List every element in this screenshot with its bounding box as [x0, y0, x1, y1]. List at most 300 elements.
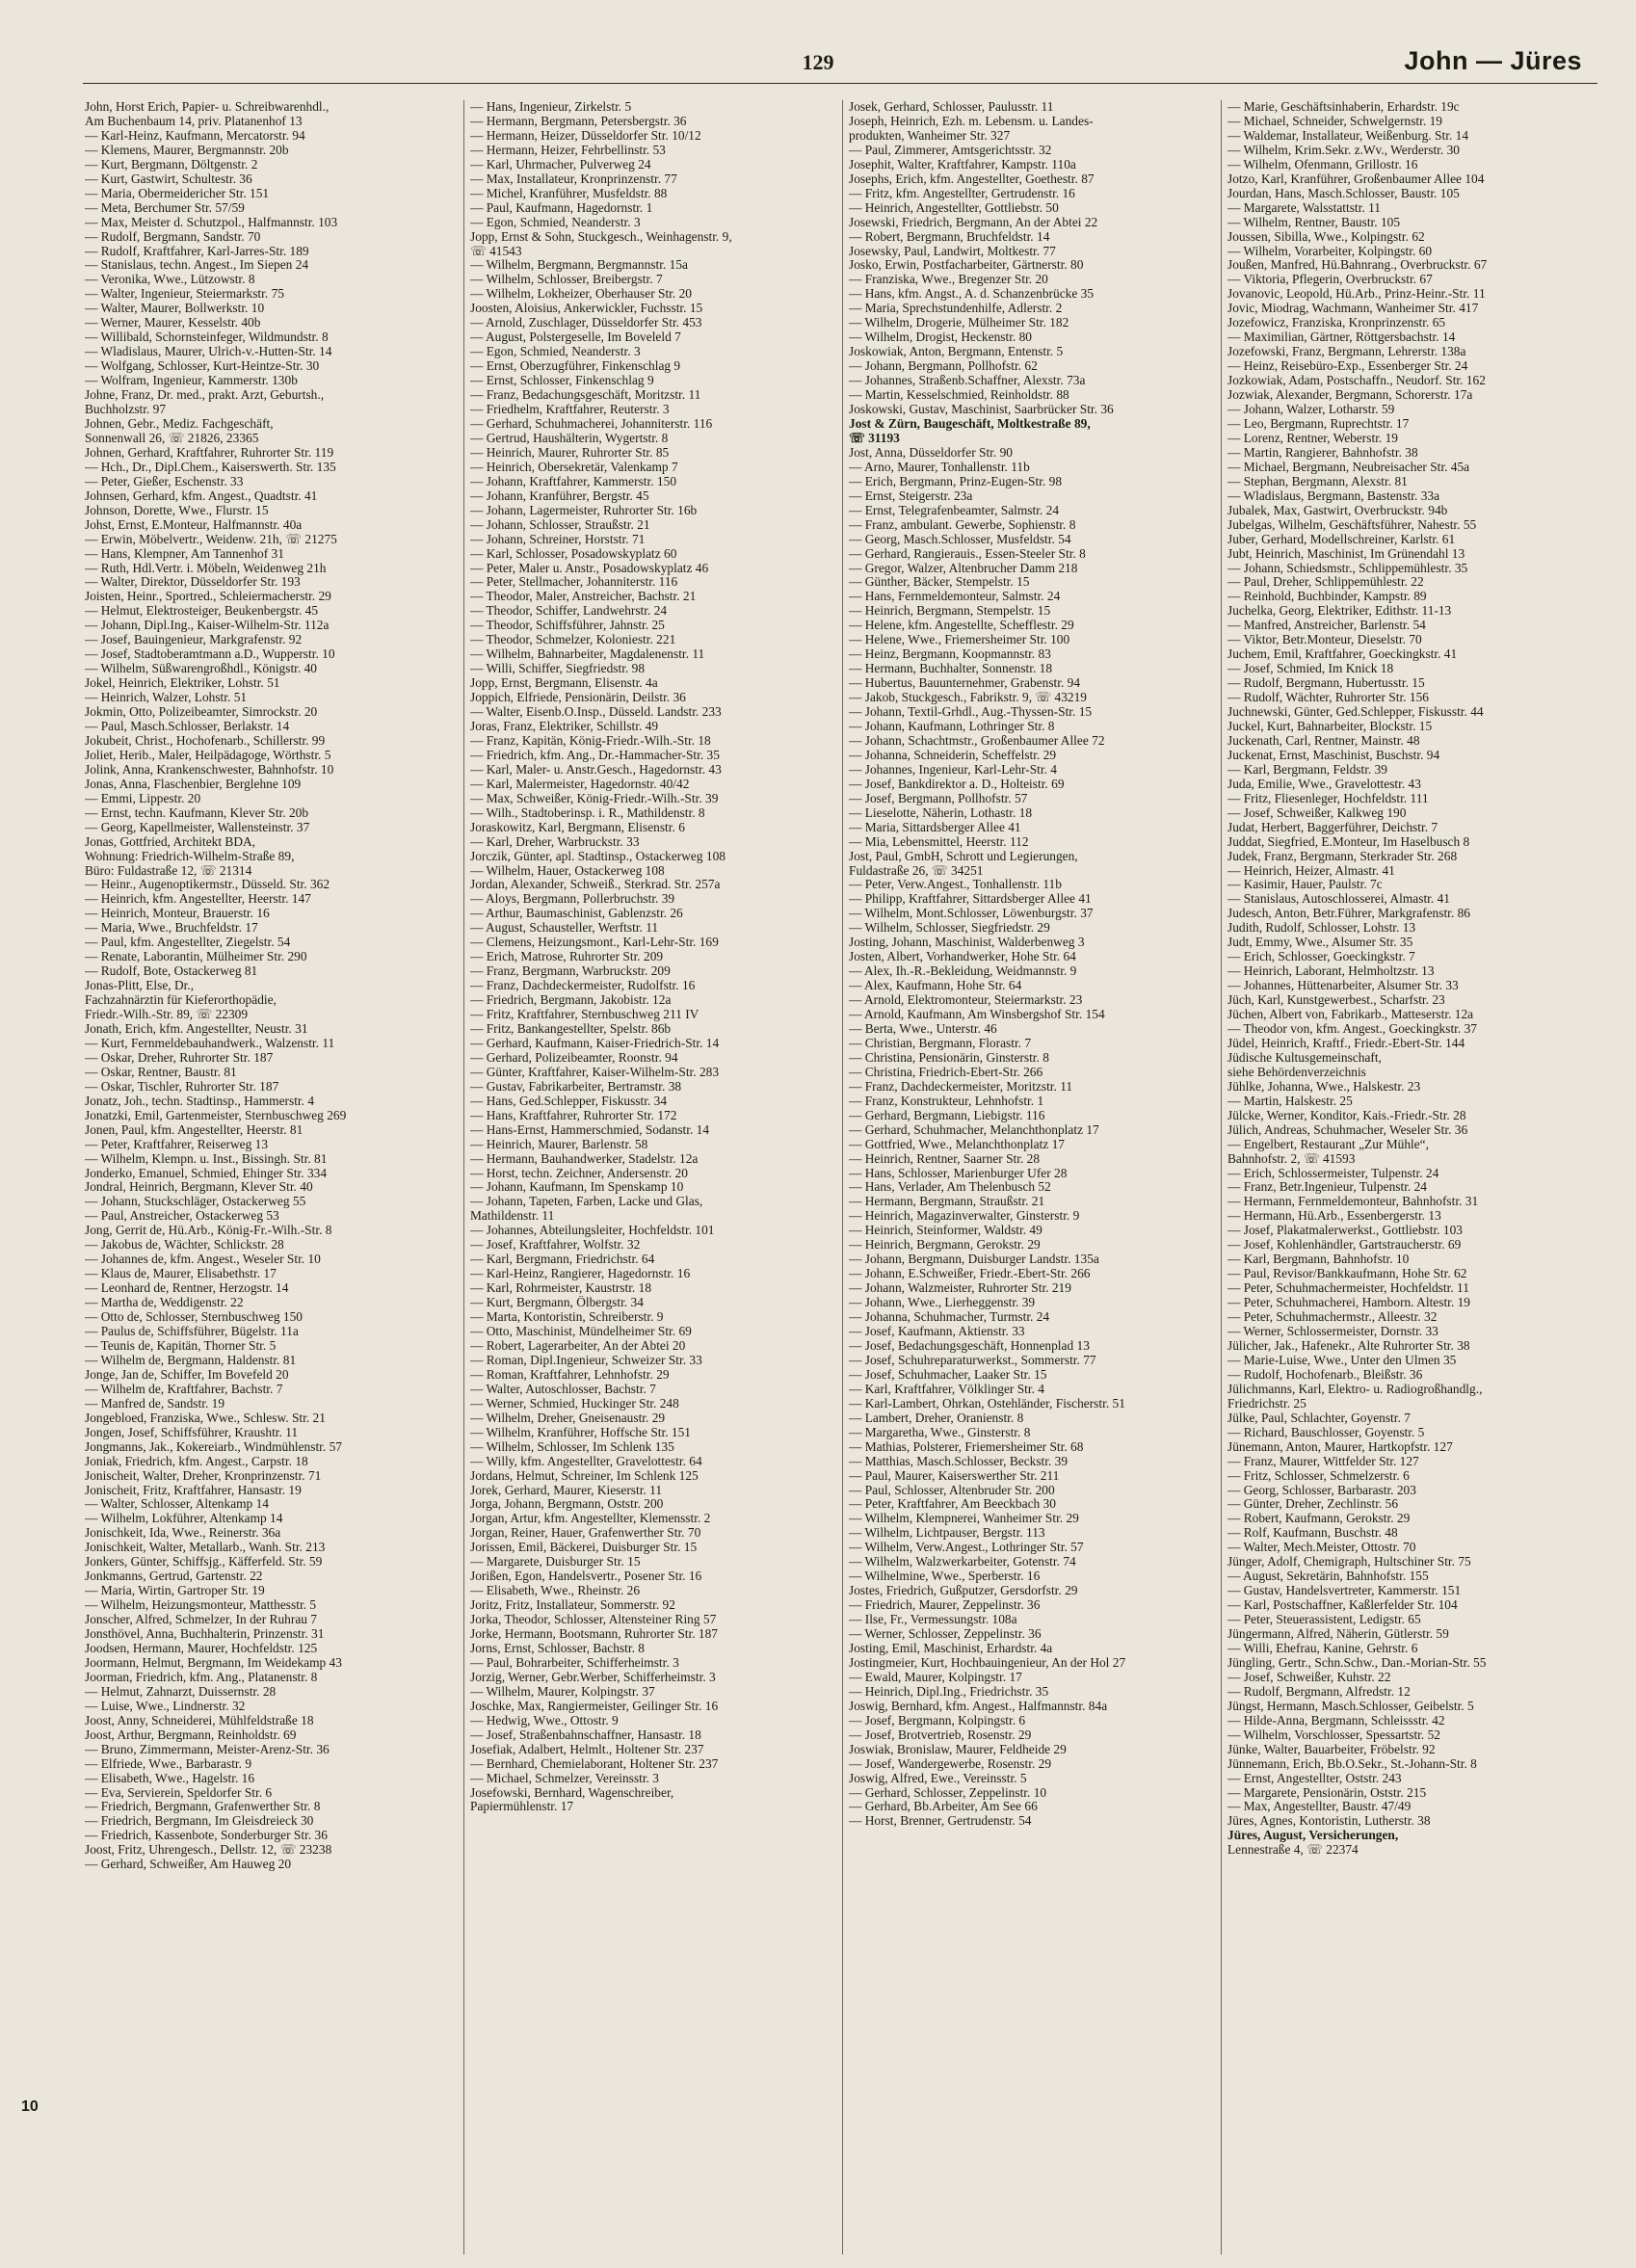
directory-entry: — August, Polstergeselle, Im Boveleld 7	[470, 330, 681, 345]
directory-entry: Jozefowicz, Franziska, Kronprinzenstr. 65	[1227, 316, 1446, 330]
directory-entry: — Heinrich, Dipl.Ing., Friedrichstr. 35	[849, 1684, 1049, 1699]
directory-entry: Johnen, Gerhard, Kraftfahrer, Ruhrorter Str. 119	[85, 445, 334, 460]
directory-entry: Jülke, Paul, Schlachter, Goyenstr. 7	[1227, 1411, 1411, 1425]
directory-entry: — Martin, Halskestr. 25	[1227, 1094, 1353, 1108]
directory-entry: — Ernst, Schlosser, Finkenschlag 9	[470, 374, 654, 388]
directory-entry: Jubalek, Max, Gastwirt, Overbruckstr. 94b	[1227, 503, 1448, 517]
directory-entry: — Walter, Eisenb.O.Insp., Düsseld. Landstr. 233	[470, 705, 722, 720]
directory-entry: — Helene, kfm. Angestellte, Schefflestr. 29	[849, 619, 1074, 633]
directory-entry: — Reinhold, Buchbinder, Kampstr. 89	[1227, 590, 1427, 604]
directory-entry: Jongebloed, Franziska, Wwe., Schlesw. Str. 21	[85, 1411, 326, 1425]
directory-entry: — Peter, Steuerassistent, Ledigstr. 65	[1227, 1613, 1421, 1627]
directory-entry: — Rudolf, Wächter, Ruhrorter Str. 156	[1227, 691, 1429, 705]
directory-entry: — Kurt, Gastwirt, Schultestr. 36	[85, 171, 252, 186]
directory-entry: Jorzig, Werner, Gebr.Werber, Schifferheimstr. 3	[470, 1670, 716, 1684]
directory-entry: Joost, Arthur, Bergmann, Reinholdstr. 69	[85, 1727, 297, 1742]
directory-entry: — Christina, Friedrich-Ebert-Str. 266	[849, 1065, 1043, 1079]
directory-entry: Judek, Franz, Bergmann, Sterkrader Str. 268	[1227, 849, 1458, 863]
directory-columns	[85, 100, 1599, 2255]
directory-entry: Jüres, Agnes, Kontoristin, Lutherstr. 38	[1227, 1814, 1431, 1829]
directory-entry: — August, Schausteller, Werftstr. 11	[470, 921, 659, 936]
directory-entry: — Johann, Schlosser, Straußstr. 21	[470, 517, 650, 532]
directory-entry: — Aloys, Bergmann, Pollerbruchstr. 39	[470, 892, 675, 907]
directory-entry: Josewski, Friedrich, Bergmann, An der Abtei 22	[849, 215, 1098, 229]
directory-entry: Jonischkeit, Ida, Wwe., Reinerstr. 36a	[85, 1526, 281, 1541]
directory-entry: Josko, Erwin, Postfacharbeiter, Gärtnerstr. 80	[849, 258, 1084, 273]
directory-entry: — Hans, Ingenieur, Zirkelstr. 5	[470, 100, 632, 114]
directory-entry: — Martin, Kesselschmied, Reinholdstr. 88	[849, 388, 1069, 403]
directory-entry: Jubt, Heinrich, Maschinist, Im Grünendahl 13	[1227, 546, 1465, 561]
directory-entry: — Gustav, Fabrikarbeiter, Bertramstr. 38	[470, 1079, 682, 1094]
directory-entry: Mathildenstr. 11	[470, 1209, 555, 1224]
directory-entry: — Johannes, Ingenieur, Karl-Lehr-Str. 4	[849, 762, 1057, 777]
directory-entry: — Hans, Ged.Schlepper, Fiskusstr. 34	[470, 1094, 668, 1108]
directory-entry: — Arnold, Zuschlager, Düsseldorfer Str. 453	[470, 316, 702, 330]
directory-entry: Jorns, Ernst, Schlosser, Bachstr. 8	[470, 1641, 645, 1655]
directory-entry: Jorissen, Emil, Bäckerei, Duisburger Str. 15	[470, 1541, 698, 1555]
directory-entry: Jovanovic, Leopold, Hü.Arb., Prinz-Heinr.-Str. 11	[1227, 287, 1486, 302]
directory-entry: — Hans-Ernst, Hammerschmied, Sodanstr. 14	[470, 1122, 710, 1137]
directory-entry: siehe Behördenverzeichnis	[1227, 1065, 1366, 1079]
directory-entry: — Helene, Wwe., Friemersheimer Str. 100	[849, 633, 1070, 647]
directory-entry: Jonath, Erich, kfm. Angestellter, Neustr. 31	[85, 1022, 308, 1036]
directory-entry: Juddat, Siegfried, E.Monteur, Im Haselbusch 8	[1227, 834, 1470, 849]
directory-entry: Joussen, Sibilla, Wwe., Kolpingstr. 62	[1227, 229, 1425, 244]
directory-entry: — Kurt, Bergmann, Ölbergstr. 34	[470, 1296, 644, 1310]
directory-entry: — Karl, Postschaffner, Kaßlerfelder Str. 104	[1227, 1598, 1458, 1613]
directory-entry: Jorczik, Günter, apl. Stadtinsp., Ostackerweg 108	[470, 849, 726, 863]
directory-entry: — Leo, Bergmann, Ruprechtstr. 17	[1227, 416, 1410, 431]
directory-entry: Josephs, Erich, kfm. Angestellter, Goethestr. 87	[849, 171, 1095, 186]
directory-entry: Jülich, Andreas, Schuhmacher, Weseler Str. 36	[1227, 1122, 1468, 1137]
directory-entry: — Heinrich, Heizer, Almastr. 41	[1227, 863, 1395, 878]
header-rule	[83, 83, 1597, 84]
directory-entry: Jongen, Josef, Schiffsführer, Kraushtr. 11	[85, 1425, 299, 1439]
directory-entry: Jopp, Ernst & Sohn, Stuckgesch., Weinhagenstr. 9,	[470, 229, 732, 244]
directory-entry: Jokubeit, Christ., Hochofenarb., Schillerstr. 99	[85, 733, 326, 748]
directory-entry: — Heinrich, Obersekretär, Valenkamp 7	[470, 460, 678, 474]
directory-entry: Sonnenwall 26, ☏ 21826, 23365	[85, 431, 259, 445]
directory-entry: — Wilhelm de, Kraftfahrer, Bachstr. 7	[85, 1382, 283, 1396]
directory-entry: Joost, Anny, Schneiderei, Mühlfeldstraße 18	[85, 1713, 314, 1727]
directory-entry: — Johannes de, kfm. Angest., Weseler Str. 10	[85, 1253, 321, 1267]
directory-entry: — Georg, Kapellmeister, Wallensteinstr. 37	[85, 820, 310, 834]
directory-entry: Jülichmanns, Karl, Elektro- u. Radiogroßhandlg.,	[1227, 1382, 1483, 1396]
directory-entry: — Bernhard, Chemielaborant, Holtener Str. 237	[470, 1756, 719, 1771]
directory-entry: Johnsen, Gerhard, kfm. Angest., Quadtstr. 41	[85, 488, 318, 503]
directory-entry: — Michael, Schmelzer, Vereinsstr. 3	[470, 1771, 659, 1785]
directory-entry: — Hans, kfm. Angst., A. d. Schanzenbrücke 35	[849, 287, 1095, 302]
directory-entry: — Hermann, Heizer, Fehrbellinstr. 53	[470, 143, 666, 157]
directory-entry: — Gerhard, Schweißer, Am Hauweg 20	[85, 1858, 292, 1872]
directory-entry: — Karl, Kraftfahrer, Völklinger Str. 4	[849, 1382, 1044, 1396]
directory-entry: — Wilhelm, Schlosser, Siegfriedstr. 29	[849, 921, 1050, 936]
directory-entry: — Heinrich, Maurer, Ruhrorter Str. 85	[470, 445, 670, 460]
directory-entry: — Meta, Berchumer Str. 57/59	[85, 200, 245, 215]
directory-entry: — Martha de, Weddigenstr. 22	[85, 1296, 244, 1310]
directory-entry: — Jakob, Stuckgesch., Fabrikstr. 9, ☏ 43219	[849, 691, 1087, 705]
directory-entry: — Werner, Schlosser, Zeppelinstr. 36	[849, 1627, 1042, 1642]
directory-entry: — Klaus de, Maurer, Elisabethstr. 17	[85, 1267, 277, 1281]
directory-entry: Jondral, Heinrich, Bergmann, Klever Str. 40	[85, 1180, 313, 1195]
directory-entry: Jonsthövel, Anna, Buchhalterin, Prinzenstr. 31	[85, 1627, 325, 1642]
directory-entry: — Fritz, Kraftfahrer, Sternbuschweg 211 IV	[470, 1008, 699, 1022]
directory-entry: — Margarete, Duisburger Str. 15	[470, 1555, 641, 1569]
directory-entry: — Max, Schweißer, König-Friedr.-Wilh.-Str. 39	[470, 791, 719, 805]
directory-entry: — August, Sekretärin, Bahnhofstr. 155	[1227, 1569, 1429, 1584]
directory-entry: — Max, Angestellter, Baustr. 47/49	[1227, 1800, 1412, 1814]
directory-entry: — Theodor von, kfm. Angest., Goeckingkstr. 37	[1227, 1022, 1477, 1036]
directory-entry: Jonas, Gottfried, Architekt BDA,	[85, 834, 256, 849]
directory-entry: — Heinrich, Laborant, Helmholtzstr. 13	[1227, 964, 1435, 979]
directory-entry: Jüdel, Heinrich, Kraftf., Friedr.-Ebert-Str. 144	[1227, 1036, 1465, 1050]
directory-entry: Fachzahnärztin für Kieferorthopädie,	[85, 993, 277, 1008]
directory-entry: — Rudolf, Bote, Ostackerweg 81	[85, 964, 258, 979]
directory-entry: — Josef, Schweißer, Kalkweg 190	[1227, 805, 1407, 820]
directory-entry: — Robert, Bergmann, Bruchfeldstr. 14	[849, 229, 1050, 244]
directory-entry: — Alex, Kaufmann, Hohe Str. 64	[849, 979, 1022, 993]
directory-entry: Jünke, Walter, Bauarbeiter, Fröbelstr. 92	[1227, 1742, 1436, 1756]
directory-entry: — Gertrud, Haushälterin, Wygertstr. 8	[470, 431, 669, 445]
directory-entry: — Oskar, Tischler, Ruhrorter Str. 187	[85, 1079, 279, 1094]
directory-entry: — Richard, Bauschlosser, Goyenstr. 5	[1227, 1425, 1425, 1439]
directory-entry: — Christina, Pensionärin, Ginsterstr. 8	[849, 1050, 1049, 1065]
directory-entry: — Michel, Kranführer, Musfeldstr. 88	[470, 186, 668, 200]
directory-entry: — Karl, Uhrmacher, Pulverweg 24	[470, 157, 651, 171]
directory-entry: — Willi, Schiffer, Siegfriedstr. 98	[470, 662, 646, 676]
directory-entry: — Marta, Kontoristin, Schreiberstr. 9	[470, 1310, 664, 1325]
directory-entry: Jonatz, Joh., techn. Stadtinsp., Hammerstr. 4	[85, 1094, 315, 1108]
directory-entry: — Josef, Schweißer, Kuhstr. 22	[1227, 1670, 1391, 1684]
directory-entry: Joritz, Fritz, Installateur, Sommerstr. 92	[470, 1598, 675, 1613]
directory-entry: Josting, Johann, Maschinist, Walderbenweg 3	[849, 936, 1085, 950]
directory-entry: Jubelgas, Wilhelm, Geschäftsführer, Nahestr. 55	[1227, 517, 1477, 532]
directory-entry: Juchem, Emil, Kraftfahrer, Goeckingkstr. 41	[1227, 647, 1458, 662]
directory-entry: Joseph, Heinrich, Ezh. m. Lebensm. u. Landes-	[849, 114, 1094, 128]
directory-entry: — Rudolf, Bergmann, Alfredstr. 12	[1227, 1684, 1411, 1699]
directory-entry: — Johann, E.Schweißer, Friedr.-Ebert-Str. 266	[849, 1267, 1091, 1281]
directory-entry: — Franz, Bedachungsgeschäft, Moritzstr. 11	[470, 388, 701, 403]
directory-entry: — Rudolf, Hochofenarb., Bleißstr. 36	[1227, 1367, 1423, 1382]
directory-entry: Judat, Herbert, Baggerführer, Deichstr. 7	[1227, 820, 1438, 834]
directory-entry: — Josef, Kaufmann, Aktienstr. 33	[849, 1325, 1025, 1339]
directory-entry: — Hermann, Bergmann, Straußstr. 21	[849, 1195, 1045, 1209]
directory-entry: — Werner, Schlossermeister, Dornstr. 33	[1227, 1325, 1438, 1339]
directory-entry: Jokmin, Otto, Polizeibeamter, Simrockstr. 20	[85, 705, 318, 720]
directory-entry: Jorek, Gerhard, Maurer, Kieserstr. 11	[470, 1483, 663, 1497]
directory-entry: — Maria, Obermeidericher Str. 151	[85, 186, 270, 200]
directory-entry: Jünger, Adolf, Chemigraph, Hultschiner Str. 75	[1227, 1555, 1471, 1569]
directory-entry: — Wilhelm, Mont.Schlosser, Löwenburgstr. 37	[849, 907, 1094, 921]
directory-entry: Wohnung: Friedrich-Wilhelm-Straße 89,	[85, 849, 295, 863]
directory-entry: — Wilhelm, Lichtpauser, Bergstr. 113	[849, 1526, 1045, 1541]
directory-entry: Joost, Fritz, Uhrengesch., Dellstr. 12, ☏ 23238	[85, 1843, 332, 1858]
directory-entry: Jühlke, Johanna, Wwe., Halskestr. 23	[1227, 1079, 1421, 1094]
directory-entry: John, Horst Erich, Papier- u. Schreibwarenhdl.,	[85, 100, 330, 114]
directory-entry: Jüngst, Hermann, Masch.Schlosser, Geibelstr. 5	[1227, 1699, 1474, 1713]
directory-entry: — Josef, Bergmann, Pollhofstr. 57	[849, 791, 1028, 805]
directory-entry: — Paul, Maurer, Kaiserswerther Str. 211	[849, 1468, 1060, 1483]
directory-entry: — Heinrich, Steinformer, Waldstr. 49	[849, 1224, 1042, 1238]
directory-entry: Josephit, Walter, Kraftfahrer, Kampstr. 110a	[849, 157, 1076, 171]
directory-entry: — Christian, Bergmann, Florastr. 7	[849, 1036, 1032, 1050]
directory-entry: — Ilse, Fr., Vermessungstr. 108a	[849, 1613, 1017, 1627]
directory-entry: Jost & Zürn, Baugeschäft, Moltkestraße 89,	[849, 416, 1091, 431]
directory-entry: — Walter, Direktor, Düsseldorfer Str. 193	[85, 575, 301, 590]
directory-entry: Jost, Anna, Düsseldorfer Str. 90	[849, 445, 1013, 460]
directory-entry: — Wilhelm, Vorschlosser, Spessartstr. 52	[1227, 1727, 1440, 1742]
directory-entry: — Otto de, Schlosser, Sternbuschweg 150	[85, 1310, 303, 1325]
directory-entry: — Otto, Maschinist, Mündelheimer Str. 69	[470, 1325, 692, 1339]
directory-entry: — Wilhelm, Schlosser, Breibergstr. 7	[470, 273, 663, 287]
directory-entry: — Elisabeth, Wwe., Hagelstr. 16	[85, 1771, 255, 1785]
directory-entry: — Hermann, Bauhandwerker, Stadelstr. 12a	[470, 1151, 699, 1166]
directory-entry: — Karl, Rohrmeister, Kaustrstr. 18	[470, 1281, 652, 1296]
directory-entry: — Gerhard, Bergmann, Liebigstr. 116	[849, 1108, 1045, 1122]
directory-entry: — Wilhelm, Heizungsmonteur, Matthesstr. 5	[85, 1598, 317, 1613]
directory-entry: — Wilhelm, Verw.Angest., Lothringer Str. 57	[849, 1541, 1084, 1555]
directory-entry: Jostingmeier, Kurt, Hochbauingenieur, An der Hol 27	[849, 1655, 1126, 1670]
directory-entry: — Erich, Schlosser, Goeckingkstr. 7	[1227, 950, 1415, 964]
directory-entry: — Friedrich, Bergmann, Im Gleisdreieck 30	[85, 1814, 314, 1829]
directory-entry: — Michael, Schneider, Schwelgernstr. 19	[1227, 114, 1442, 128]
directory-entry: — Paul, Kaufmann, Hagedornstr. 1	[470, 200, 653, 215]
directory-entry: — Matthias, Masch.Schlosser, Beckstr. 39	[849, 1454, 1069, 1468]
directory-entry: Jopp, Ernst, Bergmann, Elisenstr. 4a	[470, 676, 658, 691]
directory-entry: Jorißen, Egon, Handelsvertr., Posener Str. 16	[470, 1569, 702, 1584]
directory-entry: — Margarete, Walsstattstr. 11	[1227, 200, 1381, 215]
directory-entry: — Manfred de, Sandstr. 19	[85, 1396, 225, 1411]
directory-entry: — Karl, Schlosser, Posadowskyplatz 60	[470, 546, 677, 561]
directory-entry: — Franz, Maurer, Wittfelder Str. 127	[1227, 1454, 1419, 1468]
directory-entry: — Wilhelm, Vorarbeiter, Kolpingstr. 60	[1227, 244, 1433, 258]
directory-entry: — Renate, Laborantin, Mülheimer Str. 290	[85, 950, 307, 964]
directory-entry: — Emmi, Lippestr. 20	[85, 791, 201, 805]
directory-entry: — Johannes, Abteilungsleiter, Hochfeldstr. 101	[470, 1224, 715, 1238]
directory-entry: — Werner, Schmied, Huckinger Str. 248	[470, 1396, 679, 1411]
directory-entry: — Josef, Plakatmalerwerkst., Gottliebstr. 103	[1227, 1224, 1463, 1238]
directory-entry: — Helmut, Elektrosteiger, Beukenbergstr. 45	[85, 604, 319, 619]
directory-entry: — Arnold, Kaufmann, Am Winsbergshof Str. 154	[849, 1008, 1105, 1022]
directory-entry: — Philipp, Kraftfahrer, Sittardsberger Allee 41	[849, 892, 1092, 907]
directory-entry: — Oskar, Rentner, Baustr. 81	[85, 1065, 237, 1079]
directory-entry: — Clemens, Heizungsmont., Karl-Lehr-Str. 169	[470, 936, 719, 950]
directory-entry: — Theodor, Schmelzer, Koloniestr. 221	[470, 633, 676, 647]
directory-entry: — Robert, Lagerarbeiter, An der Abtei 20	[470, 1338, 686, 1353]
directory-entry: Juchelka, Georg, Elektriker, Edithstr. 11-13	[1227, 604, 1452, 619]
directory-entry: — Peter, Kraftfahrer, Reiserweg 13	[85, 1137, 269, 1151]
directory-entry: Friedrichstr. 25	[1227, 1396, 1306, 1411]
directory-entry: — Hermann, Heizer, Düsseldorfer Str. 10/12	[470, 128, 701, 143]
directory-entry: — Arno, Maurer, Tonhallenstr. 11b	[849, 460, 1030, 474]
directory-entry: — Walter, Schlosser, Altenkamp 14	[85, 1497, 269, 1512]
directory-entry: Jongmanns, Jak., Kokereiarb., Windmühlenstr. 57	[85, 1439, 342, 1454]
directory-entry: — Karl, Bergmann, Feldstr. 39	[1227, 762, 1388, 777]
directory-entry: — Johann, Tapeten, Farben, Lacke und Glas,	[470, 1195, 703, 1209]
directory-entry: Judt, Emmy, Wwe., Alsumer Str. 35	[1227, 936, 1413, 950]
directory-entry: — Peter, Schuhmachermstr., Alleestr. 32	[1227, 1310, 1438, 1325]
directory-entry: — Waldemar, Installateur, Weißenburg. Str. 14	[1227, 128, 1469, 143]
directory-entry: Jonen, Paul, kfm. Angestellter, Heerstr. 81	[85, 1122, 303, 1137]
directory-entry: Juckel, Kurt, Bahnarbeiter, Blockstr. 15	[1227, 719, 1433, 733]
directory-entry: Joppich, Elfriede, Pensionärin, Deilstr. 36	[470, 691, 686, 705]
directory-entry: — Marie, Geschäftsinhaberin, Erhardstr. 19c	[1227, 100, 1460, 114]
directory-entry: Am Buchenbaum 14, priv. Platanenhof 13	[85, 114, 303, 128]
directory-entry: Joswig, Bernhard, kfm. Angest., Halfmannstr. 84a	[849, 1699, 1108, 1713]
directory-entry: — Hermann, Buchhalter, Sonnenstr. 18	[849, 662, 1053, 676]
directory-entry: — Arnold, Elektromonteur, Steiermarkstr. 23	[849, 993, 1083, 1008]
directory-entry: — Franz, Bergmann, Warbruckstr. 209	[470, 964, 671, 979]
directory-entry: — Gerhard, Rangierauis., Essen-Steeler Str. 8	[849, 546, 1086, 561]
directory-entry: — Maximilian, Gärtner, Röttgersbachstr. 14	[1227, 330, 1456, 345]
directory-entry: — Friedrich, Bergmann, Jakobistr. 12a	[470, 993, 672, 1008]
directory-entry: — Karl-Heinz, Rangierer, Hagedornstr. 16	[470, 1267, 691, 1281]
directory-entry: Joosten, Aloisius, Ankerwickler, Fuchsstr. 15	[470, 302, 703, 316]
directory-entry: — Johann, Kraftfahrer, Kammerstr. 150	[470, 474, 677, 488]
directory-entry: — Erwin, Möbelvertr., Weidenw. 21h, ☏ 21275	[85, 532, 337, 546]
directory-entry: Juckenat, Ernst, Maschinist, Buschstr. 94	[1227, 748, 1440, 762]
directory-entry: Jozkowiak, Adam, Postschaffn., Neudorf. Str. 162	[1227, 374, 1486, 388]
directory-entry: Joußen, Manfred, Hü.Bahnrang., Overbruckstr. 67	[1227, 258, 1488, 273]
directory-entry: Buchholzstr. 97	[85, 403, 167, 417]
directory-entry: — Willibald, Schornsteinfeger, Wildmundstr. 8	[85, 330, 329, 345]
directory-entry: — Wilhelm, Klempnerei, Wanheimer Str. 29	[849, 1512, 1079, 1526]
directory-entry: — Peter, Maler u. Anstr., Posadowskyplatz 46	[470, 561, 709, 575]
directory-entry: — Peter, Schuhmachermeister, Hochfeldstr. 11	[1227, 1281, 1469, 1296]
directory-entry: — Stanislaus, Autoschlosserei, Almastr. 41	[1227, 892, 1450, 907]
directory-entry: Jozefowski, Franz, Bergmann, Lehrerstr. 138a	[1227, 345, 1466, 359]
directory-entry: — Hans, Verlader, Am Thelenbusch 52	[849, 1180, 1051, 1195]
directory-entry: — Rudolf, Kraftfahrer, Karl-Jarres-Str. 189	[85, 244, 309, 258]
directory-entry: — Margarete, Pensionärin, Oststr. 215	[1227, 1785, 1427, 1800]
directory-entry: Jokel, Heinrich, Elektriker, Lohstr. 51	[85, 676, 280, 691]
directory-entry: — Elisabeth, Wwe., Rheinstr. 26	[470, 1584, 641, 1598]
directory-entry: Joodsen, Hermann, Maurer, Hochfeldstr. 125	[85, 1641, 318, 1655]
directory-entry: — Rudolf, Bergmann, Sandstr. 70	[85, 229, 261, 244]
directory-entry: — Wilhelm, Hauer, Ostackerweg 108	[470, 863, 665, 878]
directory-entry: — Franz, Kapitän, König-Friedr.-Wilh.-Str. 18	[470, 733, 711, 748]
directory-entry: Jorgan, Reiner, Hauer, Grafenwerther Str. 70	[470, 1526, 701, 1541]
directory-entry: — Franz, Dachdeckermeister, Rudolfstr. 16	[470, 979, 696, 993]
directory-entry: — Ernst, Angestellter, Oststr. 243	[1227, 1771, 1402, 1785]
directory-entry: — Georg, Masch.Schlosser, Musfeldstr. 54	[849, 532, 1071, 546]
directory-entry: — Maria, Sittardsberger Allee 41	[849, 820, 1021, 834]
directory-entry: Joswig, Alfred, Ewe., Vereinsstr. 5	[849, 1771, 1027, 1785]
directory-entry: Jonscher, Alfred, Schmelzer, In der Ruhrau 7	[85, 1613, 317, 1627]
directory-entry: — Georg, Schlosser, Barbarastr. 203	[1227, 1483, 1416, 1497]
directory-entry: — Hermann, Bergmann, Petersbergstr. 36	[470, 114, 687, 128]
directory-entry: Jüch, Karl, Kunstgewerbest., Scharfstr. 23	[1227, 993, 1445, 1008]
directory-entry: — Fritz, Schlosser, Schmelzerstr. 6	[1227, 1468, 1410, 1483]
directory-entry: Juckenath, Carl, Rentner, Mainstr. 48	[1227, 733, 1420, 748]
directory-entry: — Franz, Konstrukteur, Lehnhofstr. 1	[849, 1094, 1044, 1108]
directory-entry: — Peter, Schuhmacherei, Hamborn. Altestr. 19	[1227, 1296, 1470, 1310]
directory-entry: — Johann, Wwe., Lierheggenstr. 39	[849, 1296, 1036, 1310]
directory-entry: — Karl, Malermeister, Hagedornstr. 40/42	[470, 777, 690, 791]
directory-entry: Jordan, Alexander, Schweiß., Sterkrad. Str. 257a	[470, 878, 721, 892]
directory-entry: — Horst, techn. Zeichner, Andersenstr. 20	[470, 1166, 688, 1180]
directory-entry: Jüchen, Albert von, Fabrikarb., Matteserstr. 12a	[1227, 1008, 1474, 1022]
directory-entry: — Willy, kfm. Angestellter, Gravelottestr. 64	[470, 1454, 702, 1468]
directory-entry: — Karl, Maler- u. Anstr.Gesch., Hagedornstr. 43	[470, 762, 722, 777]
directory-entry: — Wilhelm, Schlosser, Im Schlenk 135	[470, 1439, 674, 1454]
directory-entry: Jorga, Johann, Bergmann, Oststr. 200	[470, 1497, 664, 1512]
directory-entry: — Josef, Kohlenhändler, Gartstraucherstr. 69	[1227, 1238, 1462, 1253]
directory-entry: — Arthur, Baumaschinist, Gablenzstr. 26	[470, 907, 683, 921]
directory-column-2	[463, 100, 842, 2255]
directory-entry: Jonischkeit, Walter, Metallarb., Wanh. Str. 213	[85, 1541, 326, 1555]
directory-entry: Jülcke, Werner, Konditor, Kais.-Friedr.-Str. 28	[1227, 1108, 1466, 1122]
directory-entry: Juchnewski, Günter, Ged.Schlepper, Fiskusstr. 44	[1227, 705, 1484, 720]
directory-entry: Joraskowitz, Karl, Bergmann, Elisenstr. 6	[470, 820, 685, 834]
directory-entry: — Ernst, Steigerstr. 23a	[849, 488, 973, 503]
directory-entry: — Wilhelm, Kranführer, Hoffsche Str. 151	[470, 1425, 691, 1439]
directory-entry: — Gustav, Handelsvertreter, Kammerstr. 151	[1227, 1584, 1462, 1598]
directory-entry: — Wilhelm, Bergmann, Bergmannstr. 15a	[470, 258, 688, 273]
directory-entry: Jüngermann, Alfred, Näherin, Gütlerstr. 59	[1227, 1627, 1449, 1642]
directory-entry: — Johann, Schiedsmstr., Schlippemühlestr. 35	[1227, 561, 1468, 575]
directory-entry: — Karl-Lambert, Ohrkan, Ostehländer, Fischerstr. 51	[849, 1396, 1125, 1411]
directory-entry: Juda, Emilie, Wwe., Gravelottestr. 43	[1227, 777, 1421, 791]
directory-entry: Joskowski, Gustav, Maschinist, Saarbrücker Str. 36	[849, 403, 1114, 417]
directory-entry: — Fritz, Bankangestellter, Spelstr. 86b	[470, 1022, 672, 1036]
directory-entry: — Johann, Lagermeister, Ruhrorter Str. 16b	[470, 503, 698, 517]
directory-entry: — Johann, Kaufmann, Lothringer Str. 8	[849, 719, 1055, 733]
directory-entry: — Marie-Luise, Wwe., Unter den Ulmen 35	[1227, 1353, 1457, 1367]
directory-entry: — Walter, Maurer, Bollwerkstr. 10	[85, 302, 265, 316]
directory-entry: — Günter, Dreher, Zechlinstr. 56	[1227, 1497, 1399, 1512]
directory-entry: — Roman, Kraftfahrer, Lehnhofstr. 29	[470, 1367, 670, 1382]
directory-entry: — Paul, Anstreicher, Ostackerweg 53	[85, 1209, 279, 1224]
directory-entry: Jünemann, Anton, Maurer, Hartkopfstr. 127	[1227, 1439, 1453, 1454]
directory-entry: — Karl, Bergmann, Bahnhofstr. 10	[1227, 1253, 1410, 1267]
directory-entry: — Gerhard, Schlosser, Zeppelinstr. 10	[849, 1785, 1047, 1800]
directory-entry: — Wilhelmine, Wwe., Sperberstr. 16	[849, 1569, 1041, 1584]
directory-entry: Jost, Paul, GmbH, Schrott und Legierungen,	[849, 849, 1078, 863]
directory-entry: — Rolf, Kaufmann, Buschstr. 48	[1227, 1526, 1398, 1541]
directory-entry: — Ernst, techn. Kaufmann, Klever Str. 20b	[85, 805, 309, 820]
directory-entry: — Ruth, Hdl.Vertr. i. Möbeln, Weidenweg 21h	[85, 561, 327, 575]
directory-entry: Josek, Gerhard, Schlosser, Paulusstr. 11	[849, 100, 1054, 114]
directory-entry: — Wilhelm, Klempn. u. Inst., Bissingh. Str. 81	[85, 1151, 328, 1166]
directory-entry: — Wilhelm, Dreher, Gneisenaustr. 29	[470, 1411, 666, 1425]
directory-entry: — Viktor, Betr.Monteur, Dieselstr. 70	[1227, 633, 1422, 647]
directory-entry: — Engelbert, Restaurant „Zur Mühle“,	[1227, 1137, 1429, 1151]
directory-entry: — Johann, Walzmeister, Ruhrorter Str. 219	[849, 1281, 1071, 1296]
directory-entry: — Rudolf, Bergmann, Hubertusstr. 15	[1227, 676, 1425, 691]
directory-entry: — Josef, Schmied, Im Knick 18	[1227, 662, 1394, 676]
directory-entry: — Wilhelm, Maurer, Kolpingstr. 37	[470, 1684, 655, 1699]
directory-entry: — Fritz, kfm. Angestellter, Gertrudenstr. 16	[849, 186, 1075, 200]
directory-entry: — Kurt, Fernmeldebauhandwerk., Walzenstr. 11	[85, 1036, 335, 1050]
directory-entry: Jostes, Friedrich, Gußputzer, Gersdorfstr. 29	[849, 1584, 1078, 1598]
directory-entry: — Gregor, Walzer, Altenbrucher Damm 218	[849, 561, 1078, 575]
directory-entry: — Roman, Dipl.Ingenieur, Schweizer Str. 33	[470, 1353, 702, 1367]
directory-entry: — Theodor, Schiffsführer, Jahnstr. 25	[470, 619, 665, 633]
directory-entry: — Karl, Dreher, Warbruckstr. 33	[470, 834, 640, 849]
directory-entry: Josting, Emil, Maschinist, Erhardstr. 4a	[849, 1641, 1053, 1655]
directory-entry: Jonge, Jan de, Schiffer, Im Bovefeld 20	[85, 1367, 289, 1382]
directory-entry: — Horst, Brenner, Gertrudenstr. 54	[849, 1814, 1032, 1829]
directory-column-3	[842, 100, 1221, 2255]
directory-entry: — Gerhard, Kaufmann, Kaiser-Friedrich-Str. 14	[470, 1036, 720, 1050]
directory-entry: — Egon, Schmied, Neanderstr. 3	[470, 215, 641, 229]
directory-entry: — Luise, Wwe., Lindnerstr. 32	[85, 1699, 246, 1713]
directory-entry: — Peter, Verw.Angest., Tonhallenstr. 11b	[849, 878, 1062, 892]
directory-entry: — Walter, Ingenieur, Steiermarkstr. 75	[85, 287, 284, 302]
directory-entry: — Wilhelm, Walzwerkarbeiter, Gotenstr. 74	[849, 1555, 1076, 1569]
directory-entry: ☏ 31193	[849, 431, 900, 445]
